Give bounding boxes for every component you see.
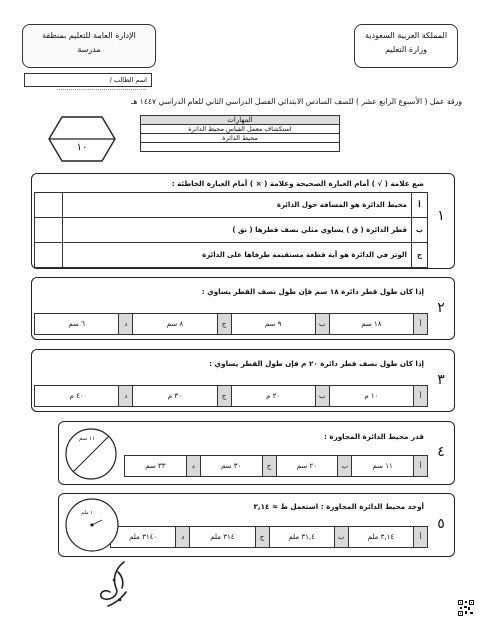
option-c[interactable]: ٣١٤ ملم <box>189 527 254 547</box>
page-title: ورقة عمل ( الأسبوع الرابع عشر ) للصف السادس الابتدائي الفصل الدراسي الثاني للعام الدراسي ١٤٤٧ هـ <box>131 97 462 106</box>
option-letter: ج <box>255 527 269 547</box>
option-d[interactable]: ٣١٤٠ ملم <box>129 533 158 541</box>
question-number: ٤ <box>437 444 445 460</box>
option-letter: أ <box>413 527 427 547</box>
option-letter: أ <box>413 314 427 334</box>
score-hexagon <box>48 116 116 162</box>
skill-item: محيط الدائرة <box>141 134 340 143</box>
directorate-text: الإدارة العامة للتعليم بمنطقة <box>42 31 136 40</box>
option-b[interactable]: ٢٠ سم <box>276 456 338 476</box>
option-letter: ب <box>334 527 348 547</box>
skills-header: المهارات <box>141 116 340 125</box>
figure-label: ١١ سم <box>79 436 95 442</box>
question-5 <box>58 493 455 557</box>
table-row <box>35 243 428 268</box>
row-letter: أ <box>411 193 427 218</box>
options-row <box>110 526 428 548</box>
figure-label: ١ ملم <box>81 510 93 516</box>
circle-radius-figure <box>63 496 121 554</box>
row-letter: ج <box>411 243 427 268</box>
option-letter: ب <box>315 314 329 334</box>
option-a[interactable]: ١٠ م <box>329 386 413 406</box>
question-number: ١ <box>437 208 445 224</box>
kingdom-text: المملكة العربية السعودية <box>364 31 448 40</box>
option-letter: ج <box>217 314 231 334</box>
score-value: ١٠ <box>76 142 88 153</box>
options-row <box>34 385 428 407</box>
skills-table <box>140 115 340 152</box>
row-letter: ب <box>411 218 427 243</box>
student-name-label: اسم الطالب / ............................................ <box>56 76 147 92</box>
option-b[interactable]: ٩ سم <box>231 314 315 334</box>
student-name-field[interactable] <box>24 73 152 92</box>
school-text: مدرسة <box>77 45 101 54</box>
option-a[interactable]: ١٨ سم <box>329 314 413 334</box>
option-letter: د <box>118 314 132 334</box>
ministry-text: وزارة التعليم <box>385 45 427 54</box>
question-1 <box>31 173 455 269</box>
options-row <box>124 455 428 477</box>
option-letter: ب <box>337 456 351 476</box>
option-letter: أ <box>413 456 427 476</box>
option-a[interactable]: ٣,١٤ ملم <box>348 527 413 547</box>
answer-cell[interactable] <box>35 243 63 268</box>
option-letter: أ <box>413 386 427 406</box>
true-false-table <box>34 192 428 268</box>
table-row <box>35 218 428 243</box>
option-c[interactable]: ٨ سم <box>132 314 216 334</box>
question-number: ٣ <box>437 372 445 388</box>
option-c[interactable]: ٣٠ م <box>132 386 216 406</box>
statement-text: قطر الدائرة ( ق ) يساوي مثلي نصف قطرها ( نق ) <box>63 218 412 243</box>
question-number: ٥ <box>437 516 445 532</box>
question-prompt: إذا كان طول نصف قطر دائرة ٢٠ م فإن طول القطر يساوي : <box>209 359 424 368</box>
statement-text: الوتر في الدائرة هو أية قطعة مستقيمة طرفاها على الدائرة <box>63 243 412 268</box>
option-d[interactable]: ٣٣ سم <box>145 462 166 470</box>
option-a[interactable]: ١١ سم <box>351 456 413 476</box>
kingdom-box <box>354 24 458 68</box>
option-b[interactable]: ٣١,٤ ملم <box>269 527 334 547</box>
answer-cell[interactable] <box>35 218 63 243</box>
option-letter: ج <box>217 386 231 406</box>
question-4 <box>58 421 455 485</box>
option-letter: ب <box>315 386 329 406</box>
question-number: ٢ <box>437 300 445 316</box>
table-row <box>35 193 428 218</box>
circle-diameter-figure <box>63 426 119 482</box>
skill-item <box>141 143 340 152</box>
skill-item: استكشاف معمل القياس محيط الدائرة <box>141 125 340 134</box>
option-letter: د <box>175 527 189 547</box>
question-prompt: قدر محيط الدائرة المجاورة : <box>323 432 424 441</box>
option-letter: ج <box>262 456 276 476</box>
hexagon-icon <box>48 116 116 162</box>
option-b[interactable]: ٢٠ م <box>231 386 315 406</box>
option-letter: د <box>118 386 132 406</box>
option-letter: د <box>186 456 200 476</box>
option-d[interactable]: ٦ سم <box>68 320 85 328</box>
signature-logo <box>94 558 134 610</box>
question-3 <box>31 349 455 412</box>
answer-cell[interactable] <box>35 193 63 218</box>
option-d[interactable]: ٤٠ م <box>69 392 84 400</box>
question-prompt: إذا كان طول قطر دائرة ١٨ سم فإن طول نصف القطر يساوي : <box>201 287 424 296</box>
question-2 <box>31 277 455 340</box>
directorate-box <box>22 24 156 68</box>
question-prompt: أوجد محيط الدائرة المجاورة : استعمل ط ≈ ٣,١٤ <box>253 502 424 511</box>
options-row <box>34 313 428 335</box>
statement-text: محيط الدائرة هو المسافة حول الدائرة <box>63 193 412 218</box>
qr-code-icon <box>458 600 474 616</box>
option-c[interactable]: ٣٠ سم <box>200 456 262 476</box>
question-prompt: ضع علامة ( √ ) أمام العبارة الصحيحة وعلامة ( × ) أمام العبارة الخاطئة : <box>171 179 424 188</box>
